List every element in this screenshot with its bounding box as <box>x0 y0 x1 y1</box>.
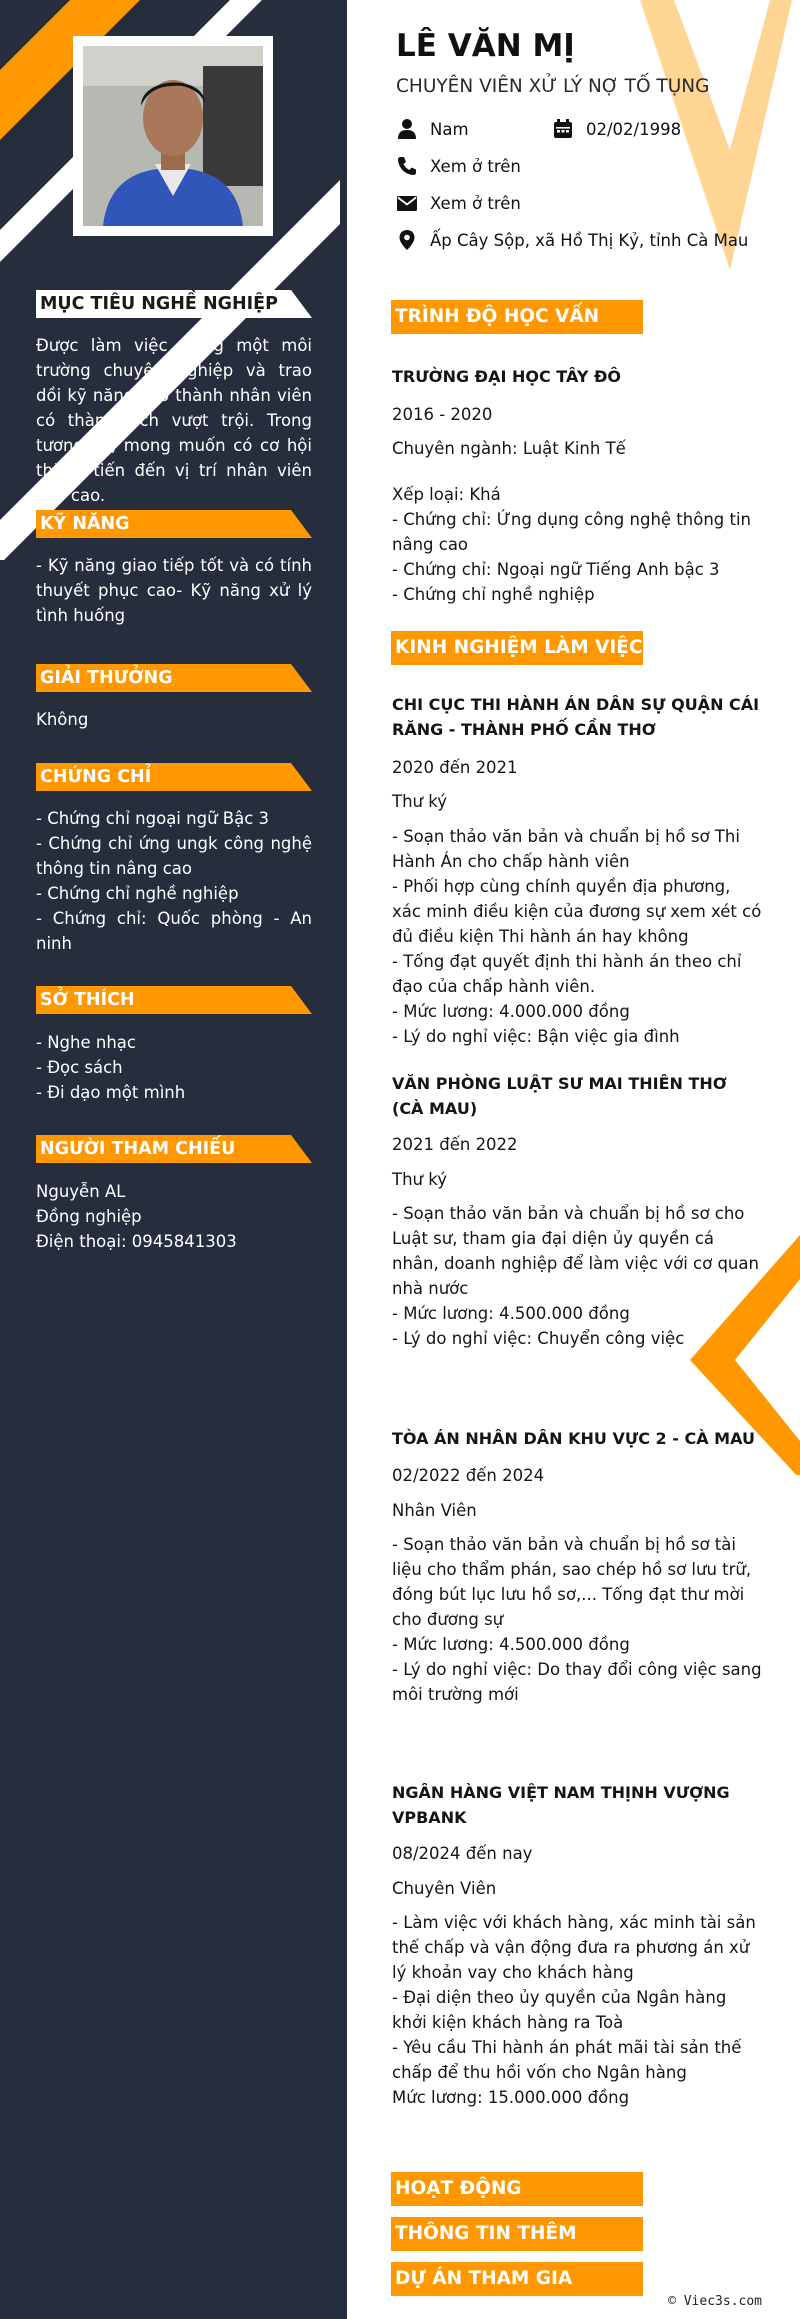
list-item: Điện thoại: 0945841303 <box>36 1232 237 1251</box>
hobbies-heading: SỞ THÍCH <box>36 986 312 1014</box>
job-4-org: NGÂN HÀNG VIỆT NAM THỊNH VƯỢNG VPBANK <box>392 1783 730 1827</box>
education-years: 2016 - 2020 <box>392 405 493 424</box>
list-item: - Mức lương: 4.500.000 đồng <box>392 1635 630 1654</box>
list-item: - Chứng chỉ: Ứng dụng công nghệ thông tin nâng cao <box>392 510 752 554</box>
dob-info: 02/02/1998 <box>552 118 681 140</box>
list-item: - Soạn thảo văn bản và chuẩn bị hồ sơ tài liệu cho thẩm phán, sao chép hồ sơ lưu trữ, đóng bút lục lưu hồ sơ,... Tống đạt thư mời cho đương sự <box>392 1535 752 1629</box>
list-item: - Đi dạo một mình <box>36 1083 186 1102</box>
certificates-heading: CHỨNG CHỈ <box>36 763 312 791</box>
list-item: - Chứng chỉ: Quốc phòng - An ninh <box>36 909 312 953</box>
list-item: - Mức lương: 4.500.000 đồng <box>392 1304 630 1323</box>
job-4-period: 08/2024 đến nay <box>392 1844 533 1863</box>
references-list <box>36 1179 312 1254</box>
job-4-role: Chuyên Viên <box>392 1879 497 1898</box>
list-item: - Lý do nghỉ việc: Chuyển công việc <box>392 1329 685 1348</box>
list-item: Xếp loại: Khá <box>392 485 501 504</box>
watermark: © Viec3s.com <box>668 2294 762 2309</box>
phone-info: Xem ở trên <box>396 155 521 177</box>
list-item: - Chứng chỉ ngoại ngữ Bậc 3 <box>36 809 270 828</box>
job-3-period: 02/2022 đến 2024 <box>392 1466 545 1485</box>
job-3-details <box>392 1532 762 1707</box>
activities-heading: HOẠT ĐỘNG <box>391 2172 643 2206</box>
phone-icon <box>396 155 418 177</box>
objective-heading: MỤC TIÊU NGHỀ NGHIỆP <box>36 290 312 318</box>
list-item: - Chứng chỉ nghề nghiệp <box>392 585 595 604</box>
hobbies-list <box>36 1030 312 1105</box>
avatar <box>83 46 263 226</box>
profile-photo <box>73 36 273 236</box>
awards-heading: GIẢI THƯỞNG <box>36 664 312 692</box>
list-item: - Chứng chỉ nghề nghiệp <box>36 884 239 903</box>
list-item: - Đọc sách <box>36 1058 123 1077</box>
address-info: Ấp Cây Sộp, xã Hồ Thị Kỷ, tỉnh Cà Mau <box>396 229 748 251</box>
person-icon <box>396 118 418 140</box>
references-heading: NGƯỜI THAM CHIẾU <box>36 1135 312 1163</box>
certificates-list <box>36 806 312 956</box>
email-info: Xem ở trên <box>396 192 521 214</box>
list-item: - Chứng chỉ ứng ungk công nghệ thông tin nâng cao <box>36 834 312 878</box>
list-item: - Phối hợp cùng chính quyền địa phương, xác minh điều kiện của đương sự xem xét có đủ điều kiện Thi hành án hay không <box>392 877 762 946</box>
list-item: - Làm việc với khách hàng, xác minh tài sản thế chấp và vận động đưa ra phương án xử lý khoản vay cho khách hàng <box>392 1913 756 1982</box>
job-1-details <box>392 824 762 1049</box>
job-2-details <box>392 1201 762 1351</box>
list-item: - Đại diện theo ủy quyền của Ngân hàng khởi kiện khách hàng ra Toà <box>392 1988 727 2032</box>
gender-info: Nam <box>396 118 469 140</box>
list-item: Nguyễn AL <box>36 1182 126 1201</box>
list-item: - Soạn thảo văn bản và chuẩn bị hồ sơ cho Luật sư, tham gia đại diện ủy quyền cá nhân, doanh nghiệp để làm việc với cơ quan nhà nước <box>392 1204 759 1298</box>
job-title: CHUYÊN VIÊN XỬ LÝ NỢ TỐ TỤNG <box>396 76 710 97</box>
location-pin-icon <box>396 229 418 251</box>
job-3-org: TÒA ÁN NHÂN DÂN KHU VỰC 2 - CÀ MAU <box>392 1429 755 1448</box>
projects-heading: DỰ ÁN THAM GIA <box>391 2262 643 2296</box>
education-school: TRƯỜNG ĐẠI HỌC TÂY ĐÔ <box>392 367 621 386</box>
job-2-org: VĂN PHÒNG LUẬT SƯ MAI THIÊN THƠ (CÀ MAU) <box>392 1074 727 1118</box>
job-2-role: Thư ký <box>392 1170 447 1189</box>
objective-text: Được làm việc trong một môi trường chuyên nghiệp và trao dồi kỹ năng, trở thành nhân viên có thành tích vượt trội. Trong tương lai, mong muốn có cơ hội thăng tiến đến vị trí nhân viên cấp cao. <box>36 336 312 505</box>
experience-heading: KINH NGHIỆM LÀM VIỆC <box>391 631 643 665</box>
calendar-icon <box>552 118 574 140</box>
list-item: - Yêu cầu Thi hành án phát mãi tài sản thế chấp để thu hồi vốn cho Ngân hàng <box>392 2038 742 2082</box>
job-1-role: Thư ký <box>392 792 447 811</box>
list-item: - Soạn thảo văn bản và chuẩn bị hồ sơ Thi Hành Án cho chấp hành viên <box>392 827 740 871</box>
job-4-details <box>392 1910 762 2110</box>
list-item: - Mức lương: 4.000.000 đồng <box>392 1002 630 1021</box>
sidebar <box>0 0 347 2319</box>
list-item: Đồng nghiệp <box>36 1207 142 1226</box>
list-item: Mức lương: 15.000.000 đồng <box>392 2088 630 2107</box>
awards-text: Không <box>36 710 89 729</box>
education-details <box>392 482 762 607</box>
list-item: - Lý do nghỉ việc: Bận việc gia đình <box>392 1027 680 1046</box>
job-3-role: Nhân Viên <box>392 1501 477 1520</box>
list-item: - Tống đạt quyết định thi hành án theo chỉ đạo của chấp hành viên. <box>392 952 742 996</box>
list-item: - Chứng chỉ: Ngoại ngữ Tiếng Anh bậc 3 <box>392 560 720 579</box>
education-heading: TRÌNH ĐỘ HỌC VẤN <box>391 300 643 334</box>
list-item: - Nghe nhạc <box>36 1033 136 1052</box>
envelope-icon <box>396 192 418 214</box>
job-1-org: CHI CỤC THI HÀNH ÁN DÂN SỰ QUẬN CÁI RĂNG - THÀNH PHỐ CẦN THƠ <box>392 695 760 739</box>
skills-text: - Kỹ năng giao tiếp tốt và có tính thuyết phục cao- Kỹ năng xử lý tình huống <box>36 556 312 625</box>
list-item: - Lý do nghỉ việc: Do thay đổi công việc sang môi trường mới <box>392 1660 762 1704</box>
more-info-heading: THÔNG TIN THÊM <box>391 2217 643 2251</box>
job-2-period: 2021 đến 2022 <box>392 1135 518 1154</box>
candidate-name: LÊ VĂN MỊ <box>396 28 575 64</box>
job-1-period: 2020 đến 2021 <box>392 758 518 777</box>
skills-heading: KỸ NĂNG <box>36 510 312 538</box>
education-major: Chuyên ngành: Luật Kinh Tế <box>392 439 626 458</box>
